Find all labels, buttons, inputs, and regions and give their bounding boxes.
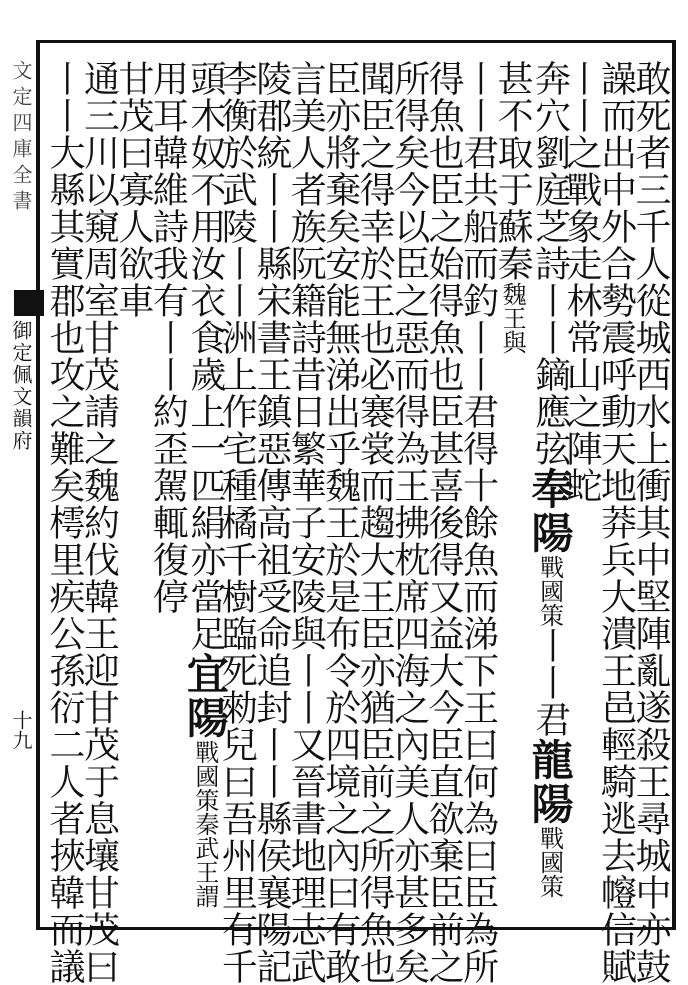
fishtail-mark	[14, 290, 44, 316]
column-text: 甚不取于蘇秦	[492, 60, 534, 282]
margin-top-title: 文定四庫全書	[9, 60, 33, 216]
text-column	[457, 60, 499, 985]
column-text: 奔穴劉庭芝詩丨丨鏑應弦	[529, 60, 571, 467]
text-column	[595, 60, 637, 985]
book-title: 御定佩文韻府	[9, 320, 33, 452]
text-column	[354, 60, 396, 985]
page-border-right	[672, 40, 676, 930]
column-text: 聞臣之得幸於王也必褰裳而趨大王臣亦猶臣前之所得魚也	[354, 60, 396, 985]
text-column	[492, 60, 534, 930]
text-column	[44, 60, 85, 985]
column-text: 頭木奴不用汝衣食歲上一匹絹亦當足	[184, 60, 226, 652]
text-column	[112, 60, 154, 930]
headword: 龍陽	[525, 738, 575, 826]
text-column	[423, 60, 465, 985]
page-border-top	[36, 40, 676, 43]
source-annotation: 戰國策秦武王謂	[190, 740, 219, 908]
text-column	[388, 60, 430, 985]
text-column	[147, 60, 189, 930]
column-text: 丨丨之戰象走林常山之陣蛇	[561, 60, 603, 504]
column-text: 用耳韓維詩我有丨丨約歪駕輒復停	[147, 60, 189, 615]
text-column	[180, 60, 230, 930]
column-text: 李衡於武陵丨丨洲上作宅種橘千樹臨死勑兒曰吾州里有千	[216, 60, 258, 985]
text-column	[78, 60, 120, 985]
text-column	[525, 60, 575, 930]
text-column	[630, 60, 671, 985]
text-column	[285, 60, 327, 985]
text-column	[319, 60, 361, 985]
source-annotation: 魏王與	[498, 282, 527, 354]
column-text: 通三川以窺周室甘茂請之魏約伐韓王迎甘茂于息壤甘茂曰	[78, 60, 120, 985]
column-text: 丨丨君	[529, 627, 571, 738]
leaf-number: 十九	[9, 710, 33, 750]
source-annotation: 戰國策	[535, 555, 564, 627]
headword: 宜陽	[180, 652, 230, 740]
column-text: 丨丨大縣其實郡也攻之難矣樗里疾公孫衍二人者挾韓而議	[44, 60, 85, 985]
margin-rule	[36, 40, 40, 930]
column-text: 臣亦將棄矣安能無涕出乎魏王於是布令於四境之內曰有敢	[319, 60, 361, 985]
column-text: 所得矣今以臣之惡而得為王拂枕席四海之內美人亦甚多矣	[388, 60, 430, 985]
headword: 奉陽	[525, 467, 575, 555]
column-text: 得魚也臣之始得魚也臣甚喜後得又益大今臣直欲棄臣前之	[423, 60, 465, 985]
column-text: 言美人者族阮籍詩昔日繁華子安陵與丨丨又晉書地理志武	[285, 60, 327, 985]
text-column	[250, 60, 292, 985]
column-text: 譟而出中外合勢震呼動天地莽兵大潰王邑輕騎逃去㡧信賦	[595, 60, 637, 985]
column-text: 丨丨君共船而釣丨丨君得十餘魚而涕下王曰何為曰臣為所	[457, 60, 499, 985]
column-text: 甘茂曰寡人欲車	[112, 60, 154, 319]
column-text: 敢死者三千人從城西水上衝其中堅陣亂遂殺王尋城中亦鼓	[630, 60, 671, 985]
column-text: 陵郡統丨丨縣宋書王鎮惡傳高祖受命追封丨丨縣侯襄陽記	[250, 60, 292, 985]
source-annotation: 戰國策	[535, 826, 564, 898]
